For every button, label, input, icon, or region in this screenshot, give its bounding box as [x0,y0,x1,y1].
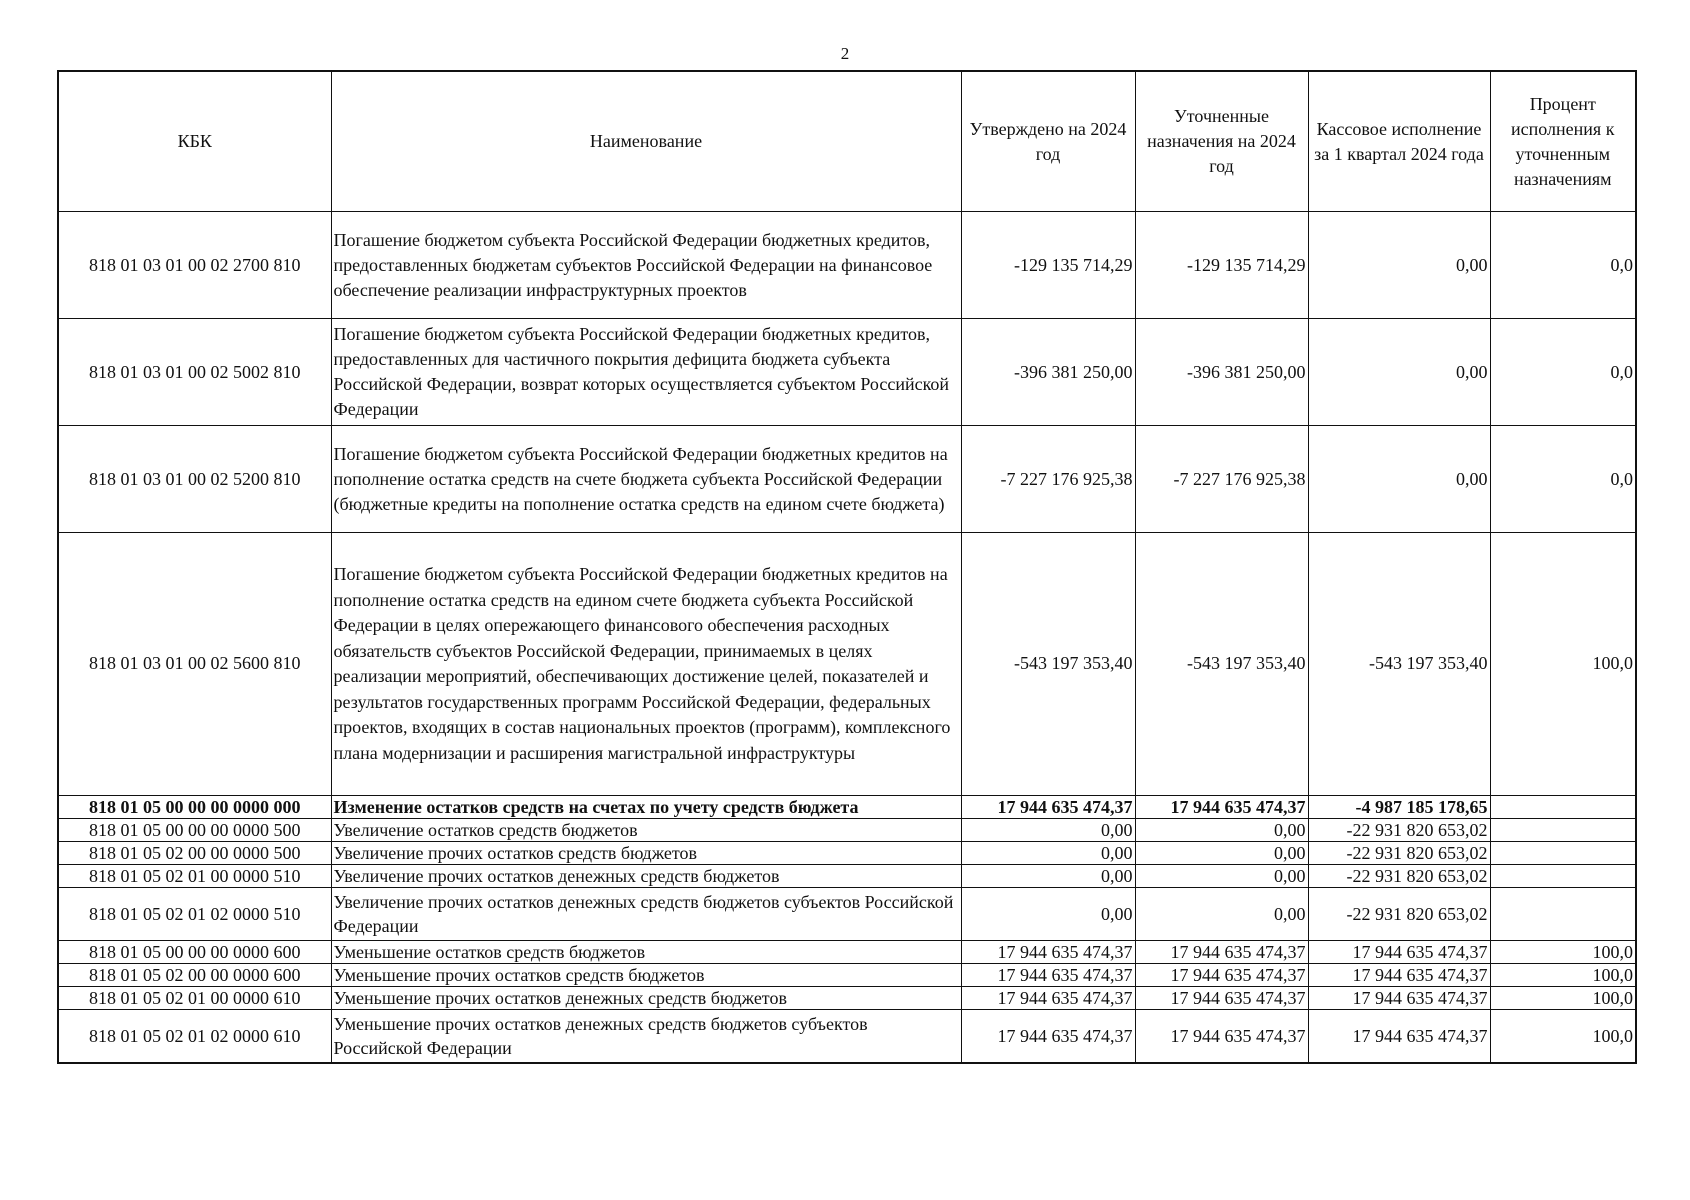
approved-cell: 17 944 635 474,37 [961,964,1135,987]
kbk-cell: 818 01 05 00 00 00 0000 600 [58,941,331,964]
executed-cell: -22 931 820 653,02 [1308,888,1490,941]
name-cell: Уменьшение прочих остатков средств бюджетов [331,964,961,987]
table-row-total [58,796,1636,819]
executed-cell: -22 931 820 653,02 [1308,819,1490,842]
name-cell: Погашение бюджетом субъекта Российской Федерации бюджетных кредитов, предоставленных бюджетам субъектов Российской Федерации на финансовое обеспечение реализации инфраструктурных проектов [331,212,961,319]
kbk-cell: 818 01 05 00 00 00 0000 500 [58,819,331,842]
executed-cell: -22 931 820 653,02 [1308,842,1490,865]
kbk-cell: 818 01 03 01 00 02 5002 810 [58,319,331,426]
header-approved: Утверждено на 2024 год [961,71,1135,212]
name-cell: Увеличение остатков средств бюджетов [331,819,961,842]
percent-cell [1490,819,1636,842]
percent-cell: 100,0 [1490,533,1636,796]
header-name: Наименование [331,71,961,212]
kbk-cell: 818 01 03 01 00 02 5600 810 [58,533,331,796]
header-kbk: КБК [58,71,331,212]
page-number: 2 [840,44,850,63]
percent-cell: 100,0 [1490,987,1636,1010]
approved-cell: 17 944 635 474,37 [961,796,1135,819]
percent-cell: 100,0 [1490,941,1636,964]
executed-cell: -22 931 820 653,02 [1308,865,1490,888]
percent-cell [1490,842,1636,865]
table-row [58,987,1636,1010]
name-cell: Увеличение прочих остатков денежных средств бюджетов [331,865,961,888]
kbk-cell: 818 01 05 02 00 00 0000 600 [58,964,331,987]
executed-cell: 17 944 635 474,37 [1308,941,1490,964]
kbk-cell: 818 01 03 01 00 02 2700 810 [58,212,331,319]
percent-cell: 0,0 [1490,319,1636,426]
percent-cell [1490,888,1636,941]
header-percent: Процент исполнения к уточненным назначениям [1490,71,1636,212]
table-row [58,888,1636,941]
percent-cell: 0,0 [1490,426,1636,533]
approved-cell: 0,00 [961,819,1135,842]
revised-cell: 17 944 635 474,37 [1135,1010,1308,1064]
executed-cell: -4 987 185 178,65 [1308,796,1490,819]
approved-cell: -129 135 714,29 [961,212,1135,319]
revised-cell: 17 944 635 474,37 [1135,796,1308,819]
table-row [58,533,1636,796]
approved-cell: 17 944 635 474,37 [961,941,1135,964]
approved-cell: 17 944 635 474,37 [961,1010,1135,1064]
kbk-cell: 818 01 05 02 01 00 0000 610 [58,987,331,1010]
table-row [58,212,1636,319]
name-cell: Погашение бюджетом субъекта Российской Федерации бюджетных кредитов на пополнение остатка средств на едином счете бюджета субъекта Российской Федерации в целях опережающего финансового обеспечения расходных обязательств субъектов Российской Федерации, принимаемых в целях реализации мероприятий, обеспечивающих достижение целей, показателей и результатов государственных программ Российской Федерации, федеральных проектов, входящих в состав национальных проектов (программ), комплексного плана модернизации и расширения магистральной инфраструктуры [331,533,961,796]
table-row [58,819,1636,842]
percent-cell [1490,865,1636,888]
revised-cell: -543 197 353,40 [1135,533,1308,796]
kbk-cell: 818 01 05 02 01 02 0000 510 [58,888,331,941]
name-cell: Погашение бюджетом субъекта Российской Федерации бюджетных кредитов, предоставленных для частичного покрытия дефицита бюджета субъекта Российской Федерации, возврат которых осуществляется субъектом Российской Федерации [331,319,961,426]
name-cell: Увеличение прочих остатков средств бюджетов [331,842,961,865]
approved-cell: 0,00 [961,865,1135,888]
revised-cell: -396 381 250,00 [1135,319,1308,426]
table-row [58,865,1636,888]
table-row [58,1010,1636,1064]
approved-cell: 0,00 [961,888,1135,941]
kbk-cell: 818 01 05 02 01 00 0000 510 [58,865,331,888]
table-row [58,964,1636,987]
percent-cell [1490,796,1636,819]
executed-cell: 17 944 635 474,37 [1308,1010,1490,1064]
approved-cell: 17 944 635 474,37 [961,987,1135,1010]
revised-cell: 0,00 [1135,842,1308,865]
kbk-cell: 818 01 03 01 00 02 5200 810 [58,426,331,533]
name-cell: Увеличение прочих остатков денежных средств бюджетов субъектов Российской Федерации [331,888,961,941]
header-executed: Кассовое исполнение за 1 квартал 2024 года [1308,71,1490,212]
approved-cell: -543 197 353,40 [961,533,1135,796]
kbk-cell: 818 01 05 00 00 00 0000 000 [58,796,331,819]
revised-cell: -7 227 176 925,38 [1135,426,1308,533]
table-row [58,941,1636,964]
executed-cell: 0,00 [1308,426,1490,533]
kbk-cell: 818 01 05 02 01 02 0000 610 [58,1010,331,1064]
approved-cell: 0,00 [961,842,1135,865]
header-revised: Уточненные назначения на 2024 год [1135,71,1308,212]
revised-cell: 0,00 [1135,865,1308,888]
approved-cell: -396 381 250,00 [961,319,1135,426]
revised-cell: 17 944 635 474,37 [1135,964,1308,987]
executed-cell: 17 944 635 474,37 [1308,987,1490,1010]
name-cell: Уменьшение остатков средств бюджетов [331,941,961,964]
revised-cell: 0,00 [1135,888,1308,941]
executed-cell: -543 197 353,40 [1308,533,1490,796]
kbk-cell: 818 01 05 02 00 00 0000 500 [58,842,331,865]
revised-cell: -129 135 714,29 [1135,212,1308,319]
percent-cell: 0,0 [1490,212,1636,319]
name-cell: Изменение остатков средств на счетах по учету средств бюджета [331,796,961,819]
name-cell: Уменьшение прочих остатков денежных средств бюджетов субъектов Российской Федерации [331,1010,961,1064]
table-row [58,319,1636,426]
table-row [58,842,1636,865]
name-cell: Уменьшение прочих остатков денежных средств бюджетов [331,987,961,1010]
name-cell: Погашение бюджетом субъекта Российской Федерации бюджетных кредитов на пополнение остатка средств на счете бюджета субъекта Российской Федерации (бюджетные кредиты на пополнение остатка средств на едином счете бюджета) [331,426,961,533]
executed-cell: 0,00 [1308,212,1490,319]
approved-cell: -7 227 176 925,38 [961,426,1135,533]
revised-cell: 17 944 635 474,37 [1135,941,1308,964]
revised-cell: 0,00 [1135,819,1308,842]
executed-cell: 0,00 [1308,319,1490,426]
percent-cell: 100,0 [1490,964,1636,987]
executed-cell: 17 944 635 474,37 [1308,964,1490,987]
percent-cell: 100,0 [1490,1010,1636,1064]
revised-cell: 17 944 635 474,37 [1135,987,1308,1010]
table-header-row [58,71,1636,212]
table-row [58,426,1636,533]
budget-execution-table [57,70,1637,1064]
